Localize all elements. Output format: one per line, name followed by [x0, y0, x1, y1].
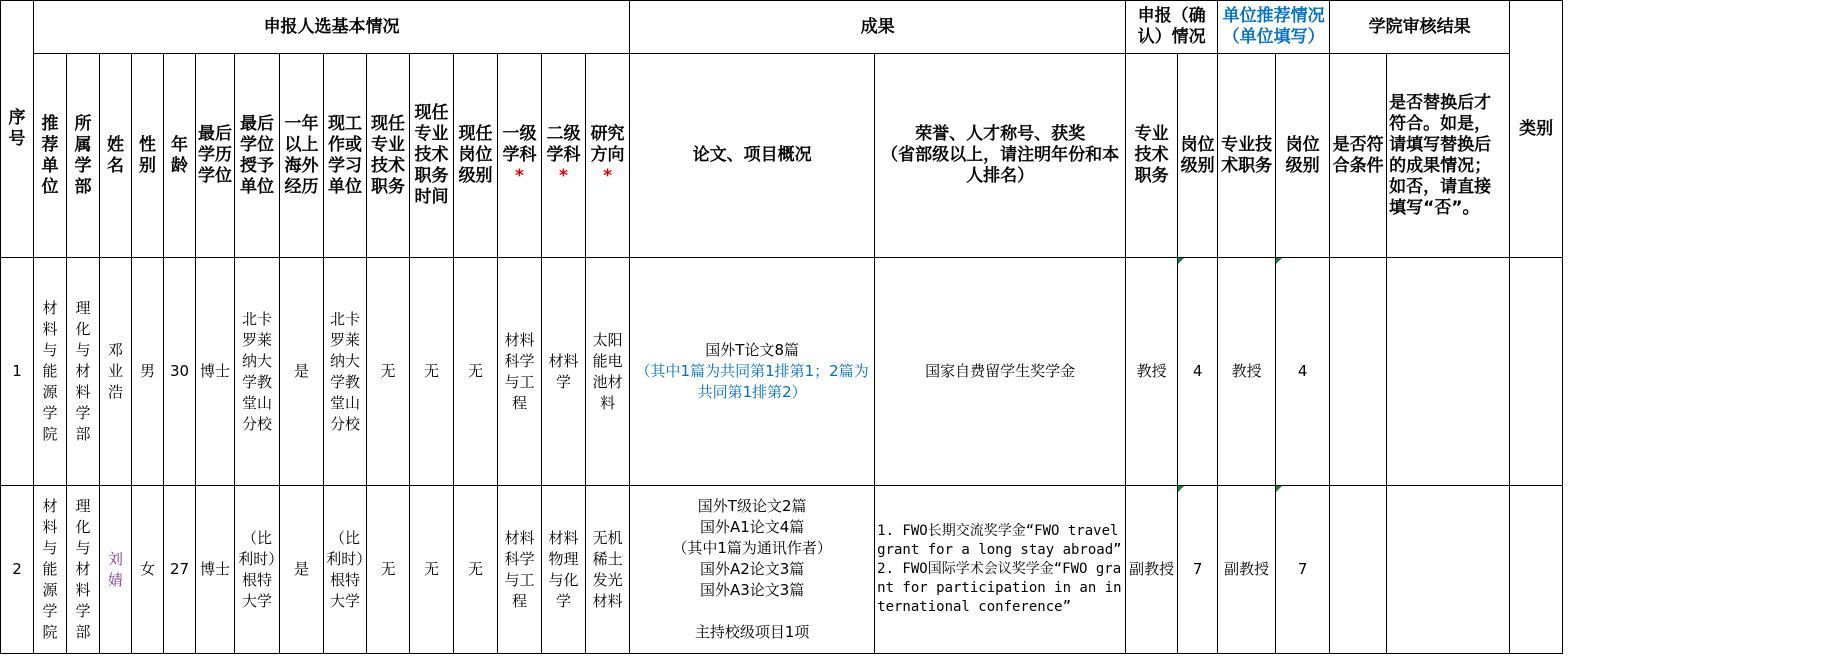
cell-unit-title[interactable]: 教授 [1218, 258, 1276, 486]
cell-work-unit[interactable]: （比利时）根特大学 [324, 486, 367, 654]
header-department: 所属学部 [67, 54, 100, 258]
header-papers: 论文、项目概况 [630, 54, 875, 258]
required-star-3: * [603, 166, 613, 186]
honors-sublabel: （省部级以上，请注明年份和本人排名） [881, 145, 1120, 186]
cell-category[interactable] [1510, 486, 1563, 654]
honors-label: 荣誉、人才称号、获奖 [915, 124, 1086, 144]
research-label: 研究方向 [590, 124, 625, 165]
required-star-2: * [559, 166, 568, 186]
cell-gender[interactable]: 男 [132, 258, 164, 486]
header-age: 年龄 [164, 54, 196, 258]
cell-gender[interactable]: 女 [132, 486, 164, 654]
cell-seq[interactable]: 2 [1, 486, 34, 654]
cell-tech-title-time[interactable]: 无 [410, 486, 454, 654]
papers-line: 国外A1论文4篇 [699, 518, 805, 536]
cell-recommend-unit[interactable]: 材料与能源学院 [34, 486, 67, 654]
papers-main: 国外T论文8篇 [705, 341, 799, 359]
header-group-declare: 申报（确认）情况 [1126, 1, 1218, 54]
cell-discipline2[interactable]: 材料学 [542, 258, 586, 486]
honors-line: 2. FWO国际学术会议奖学金“FWO grant for participation in an international conference” [877, 561, 1122, 615]
table-row [1, 486, 1824, 654]
header-unit-title: 专业技术职务 [1218, 54, 1276, 258]
cell-tech-title-time[interactable]: 无 [410, 258, 454, 486]
header-meets: 是否符合条件 [1330, 54, 1387, 258]
papers-line: 国外T级论文2篇 [697, 497, 807, 515]
header-seq: 序号 [1, 1, 34, 258]
header-unit-level: 岗位级别 [1276, 54, 1330, 258]
cell-department[interactable]: 理化与材料学部 [67, 486, 100, 654]
header-replace-note: 是否替换后才符合。如是，请填写替换后的成果情况；如否，请直接填写“否”。 [1387, 54, 1510, 258]
papers-note: （其中1篇为共同第1排第1；2篇为共同第1排第2） [635, 362, 869, 401]
cell-unit-level[interactable]: 7 [1276, 486, 1330, 654]
header-group-achievements: 成果 [630, 1, 1126, 54]
cell-tech-title[interactable]: 无 [367, 486, 410, 654]
header-declare-title: 专业技术职务 [1126, 54, 1178, 258]
required-star-1: * [515, 166, 524, 186]
cell-honors[interactable] [875, 486, 1126, 654]
cell-declare-level[interactable]: 4 [1178, 258, 1218, 486]
cell-declare-level[interactable]: 7 [1178, 486, 1218, 654]
papers-line [632, 601, 872, 622]
cell-degree-unit[interactable]: 北卡罗莱纳大学教堂山分校 [235, 258, 280, 486]
header-honors [875, 54, 1126, 258]
header-degree-unit: 最后学位授予单位 [235, 54, 280, 258]
cell-post-level[interactable]: 无 [454, 258, 498, 486]
cell-last-degree[interactable]: 博士 [196, 486, 235, 654]
header-gender: 性别 [132, 54, 164, 258]
header-group-unit: 单位推荐情况（单位填写） [1218, 1, 1330, 54]
cell-meets[interactable] [1330, 258, 1387, 486]
cell-name[interactable]: 邓业浩 [100, 258, 132, 486]
papers-line: 主持校级项目1项 [694, 623, 810, 641]
cell-last-degree[interactable]: 博士 [196, 258, 235, 486]
papers-line: 国外A2论文3篇 [699, 560, 805, 578]
cell-overseas[interactable]: 是 [280, 258, 324, 486]
header-last-degree: 最后学历学位 [196, 54, 235, 258]
discipline2-label: 二级学科 [546, 124, 581, 165]
discipline1-label: 一级学科 [502, 124, 537, 165]
header-post-level: 现任岗位级别 [454, 54, 498, 258]
cell-honors[interactable]: 国家自费留学生奖学金 [875, 258, 1126, 486]
cell-recommend-unit[interactable]: 材料与能源学院 [34, 258, 67, 486]
cell-papers[interactable] [630, 258, 875, 486]
cell-discipline1[interactable]: 材料科学与工程 [498, 486, 542, 654]
header-declare-level: 岗位级别 [1178, 54, 1218, 258]
cell-unit-title[interactable]: 副教授 [1218, 486, 1276, 654]
table-row [1, 258, 1824, 486]
cell-name[interactable]: 刘婧 [100, 486, 132, 654]
cell-discipline1[interactable]: 材料科学与工程 [498, 258, 542, 486]
header-category: 类别 [1510, 1, 1563, 258]
cell-unit-level[interactable]: 4 [1276, 258, 1330, 486]
honors-line: 1. FWO长期交流奖学金“FWO travel grant for a long stay abroad” [877, 523, 1122, 558]
cell-seq[interactable]: 1 [1, 258, 34, 486]
header-tech-title-time: 现任专业技术职务时间 [410, 54, 454, 258]
header-recommend-unit: 推荐单位 [34, 54, 67, 258]
header-tech-title: 现任专业技术职务 [367, 54, 410, 258]
cell-age[interactable]: 27 [164, 486, 196, 654]
papers-line: （其中1篇为通讯作者） [672, 539, 832, 557]
header-work-unit: 现工作或学习单位 [324, 54, 367, 258]
cell-post-level[interactable]: 无 [454, 486, 498, 654]
cell-meets[interactable] [1330, 486, 1387, 654]
cell-age[interactable]: 30 [164, 258, 196, 486]
cell-tech-title[interactable]: 无 [367, 258, 410, 486]
cell-declare-title[interactable]: 教授 [1126, 258, 1178, 486]
header-discipline2 [542, 54, 586, 258]
header-research [586, 54, 630, 258]
cell-discipline2[interactable]: 材料物理与化学 [542, 486, 586, 654]
cell-work-unit[interactable]: 北卡罗莱纳大学教堂山分校 [324, 258, 367, 486]
header-name: 姓名 [100, 54, 132, 258]
cell-research[interactable]: 太阳能电池材料 [586, 258, 630, 486]
cell-papers[interactable] [630, 486, 875, 654]
papers-line: 国外A3论文3篇 [699, 581, 805, 599]
blank-area [1563, 1, 1824, 654]
header-discipline1 [498, 54, 542, 258]
cell-replace-note[interactable] [1387, 258, 1510, 486]
header-group-basic: 申报人选基本情况 [34, 1, 630, 54]
cell-research[interactable]: 无机稀土发光材料 [586, 486, 630, 654]
cell-replace-note[interactable] [1387, 486, 1510, 654]
cell-overseas[interactable]: 是 [280, 486, 324, 654]
cell-degree-unit[interactable]: （比利时）根特大学 [235, 486, 280, 654]
cell-declare-title[interactable]: 副教授 [1126, 486, 1178, 654]
cell-department[interactable]: 理化与材料学部 [67, 258, 100, 486]
header-group-college: 学院审核结果 [1330, 1, 1510, 54]
header-overseas: 一年以上海外经历 [280, 54, 324, 258]
cell-category[interactable] [1510, 258, 1563, 486]
